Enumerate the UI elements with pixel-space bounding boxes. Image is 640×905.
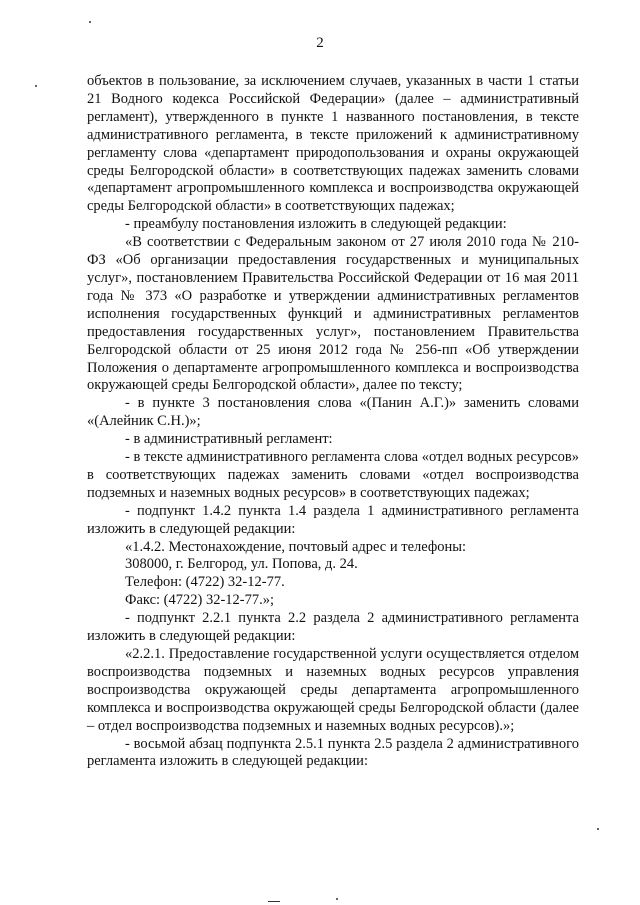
paragraph-regulation-intro: - в административный регламент: — [125, 431, 333, 448]
scan-speck — [35, 85, 37, 87]
paragraph-point-3: - в пункте 3 постановления слова «(Панин А.Г.)» заменить словами «(Алейник С.Н.)»; — [87, 395, 579, 430]
paragraph-continuation: объектов в пользование, за исключением случаев, указанных в части 1 статьи 21 Водного кодекса Российской Федерации» (далее – административный регламент), утвержденного в пункте 1 названного постановления, в тексте административного регламента, в тексте приложений к административному регламенту слова «департамент природопользования и охраны окружающей среды Белгородской области» в соответствующих падежах заменить словами «департамент агропромышленного комплекса и воспроизводства окружающей среды Белгородской области» в соответствующих падежах; — [87, 73, 579, 215]
paragraph-address: 308000, г. Белгород, ул. Попова, д. 24. — [125, 556, 358, 573]
paragraph-fax: Факс: (4722) 32-12-77.»; — [125, 592, 275, 609]
paragraph-phone: Телефон: (4722) 32-12-77. — [125, 574, 285, 591]
paragraph-location-heading: «1.4.2. Местонахождение, почтовый адрес и телефоны: — [125, 538, 467, 555]
scan-speck — [268, 901, 280, 902]
paragraph-service-provider: «2.2.1. Предоставление государственной услуги осуществляется отделом воспроизводства подземных и наземных водных ресурсов управления воспроизводства окружающей среды департамента агропромышленного комплекса и воспроизводства окружающей среды Белгородской области (далее – отдел воспроизводства подземных и наземных водных ресурсов).»; — [87, 646, 579, 734]
paragraph-subpoint-1-4-2: - подпункт 1.4.2 пункта 1.4 раздела 1 административного регламента изложить в следующей редакции: — [87, 502, 579, 537]
scan-speck — [336, 898, 338, 900]
paragraph-water-department: - в тексте административного регламента слова «отдел водных ресурсов» в соответствующих падежах заменить словами «отдел воспроизводства подземных и наземных водных ресурсов» в соответствующих падежах; — [87, 449, 579, 501]
page-number: 2 — [316, 35, 324, 51]
paragraph-subpoint-2-2-1: - подпункт 2.2.1 пункта 2.2 раздела 2 административного регламента изложить в следующей редакции: — [87, 610, 579, 645]
paragraph-preamble-instruction: - преамбулу постановления изложить в следующей редакции: — [125, 216, 507, 233]
paragraph-preamble-text: «В соответствии с Федеральным законом от 27 июля 2010 года № 210-ФЗ «Об организации предоставления государственных и муниципальных услуг», постановлением Правительства Российской Федерации от 16 мая 2011 года № 373 «О разработке и утверждении административных регламентов исполнения государственных функций и административных регламентов предоставления государственных услуг», постановлением Правительства Белгородской области от 25 июня 2012 года № 256-пп «Об утверждении Положения о департаменте агропромышленного комплекса и воспроизводства окружающей среды Белгородской области», далее по тексту; — [87, 234, 579, 394]
paragraph-eighth-paragraph: - восьмой абзац подпункта 2.5.1 пункта 2.5 раздела 2 административного регламента изложить в следующей редакции: — [87, 735, 579, 770]
document-body — [87, 73, 579, 771]
scan-speck — [597, 828, 599, 830]
scan-speck — [89, 21, 91, 23]
